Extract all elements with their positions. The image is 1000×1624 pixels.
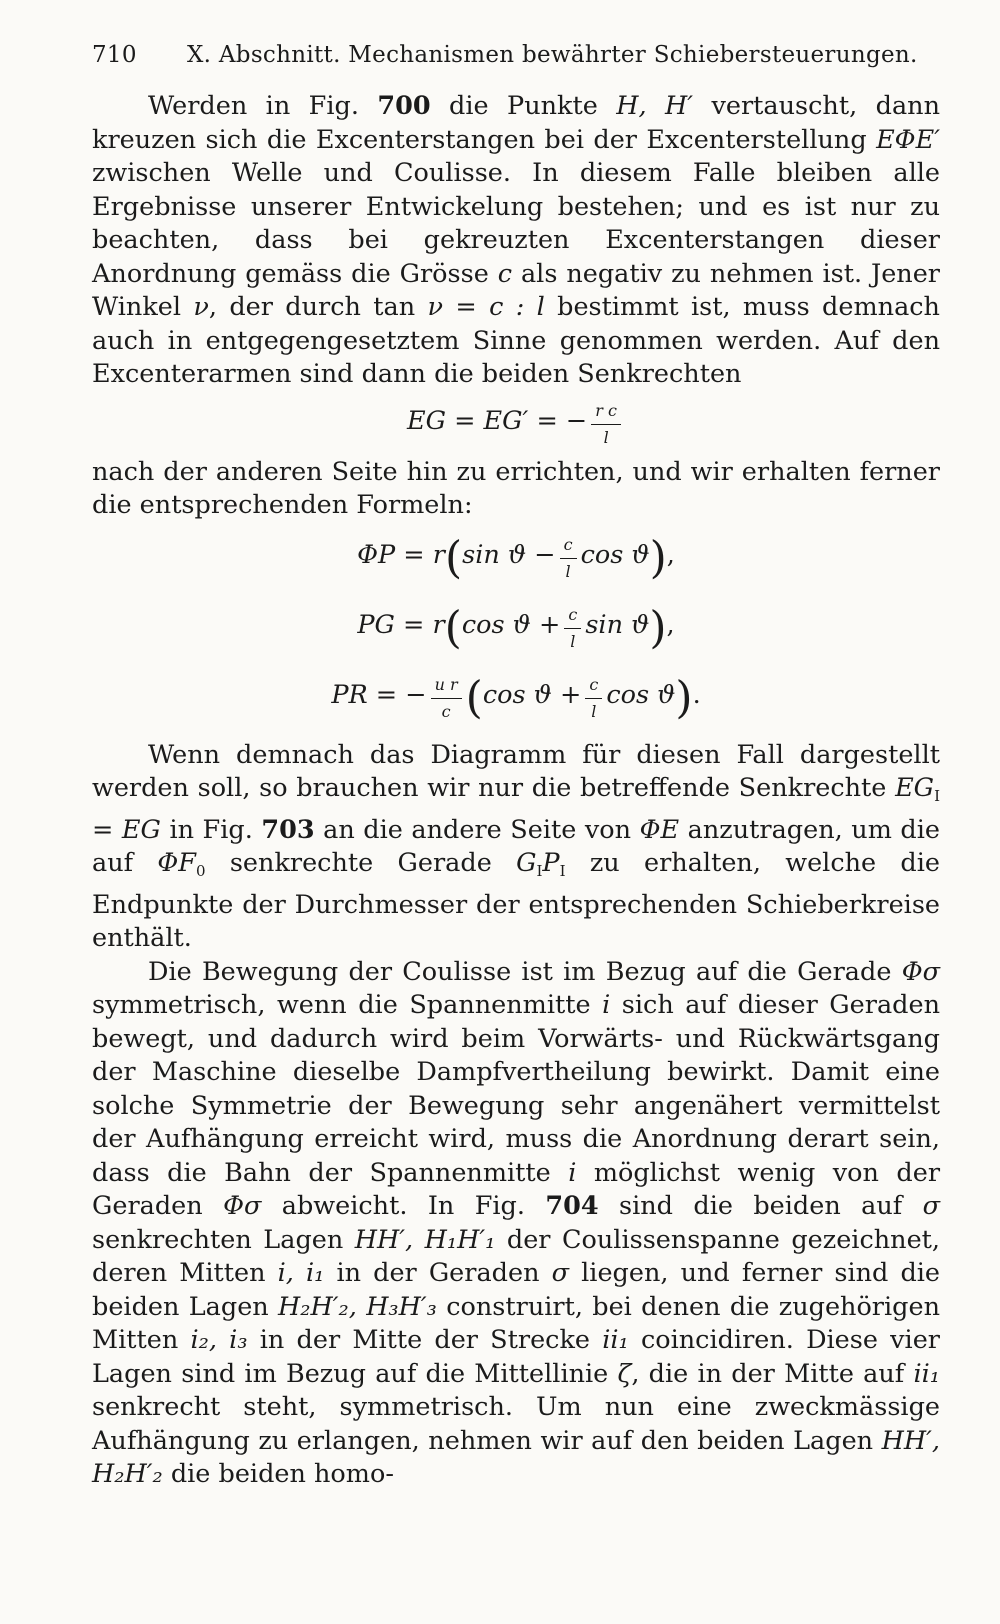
equation-1: EG = EG′ = − $\frac{\text{r c}}{l}$ <box>92 392 940 456</box>
running-title: X. Abschnitt. Mechanismen bewährter Schiebersteuerungen. <box>187 42 918 68</box>
paragraph-1: Werden in Fig. 700 die Punkte H, H′ vertauscht, dann kreuzen sich die Excenterstangen bei der Excenterstellung EΦE′ zwischen Welle und Coulisse. In diesem Falle bleiben alle Ergebnisse unserer Entwickelung bestehen; und es ist nur zu beachten, dass bei gekreuzten Excenterstangen dieser Anordnung gemäss die Grösse c als negativ zu nehmen ist. Jener Winkel ν, der durch tan ν = c : l bestimmt ist, muss demnach auch in entgegengesetztem Sinne genommen werden. Auf den Excenterarmen sind dann die beiden Senkrechten <box>92 91 941 389</box>
paragraph-4: Die Bewegung der Coulisse ist im Bezug auf die Gerade Φσ symmetrisch, wenn die Spannenmitte i sich auf dieser Geraden bewegt, und dadurch wird beim Vorwärts- und Rückwärtsgang der Maschine dieselbe Dampfvertheilung bewirkt. Damit eine solche Symmetrie der Bewegung sehr angenähert vermittelst der Aufhängung erreicht wird, muss die Anordnung derart sein, dass die Bahn der Spannenmitte i möglichst wenig von der Geraden Φσ abweicht. In Fig. 704 sind die beiden auf σ senkrechten Lagen HH′, H₁H′₁ der Coulissenspanne gezeichnet, deren Mitten i, i₁ in der Geraden σ liegen, und ferner sind die beiden Lagen H₂H′₂, H₃H′₃ construirt, bei denen die zugehörigen Mitten i₂, i₃ in der Mitte der Strecke ii₁ coincidiren. Diese vier Lagen sind im Bezug auf die Mittellinie ζ, die in der Mitte auf ii₁ senkrecht steht, symmetrisch. Um nun eine zweckmässige Aufhängung zu erlangen, nehmen wir auf den beiden Lagen HH′, H₂H′₂ die beiden homo- <box>92 956 941 1489</box>
page <box>92 30 940 1492</box>
paragraph-3: Wenn demnach das Diagramm für diesen Fall dargestellt werden soll, so brauchen wir nur die betreffende Senkrechte $EG_I$ = EG in Fig. 703 an die andere Seite von ΦE anzutragen, um die auf $\Phi F_0$ senkrechte Gerade $G_IP_I$ zu erhalten, welche die Endpunkte der Durchmesser der entsprechenden Schieberkreise enthält. <box>92 739 940 953</box>
equation-2: ΦP = r(sin ϑ − $\frac{c}{l}$ cos ϑ), <box>357 532 675 583</box>
equation-4: PR = − $\frac{\text{u r}}{c}$ (cos ϑ + $\frac{c}{l}$ cos ϑ). <box>331 672 701 723</box>
equation-3: PG = r(cos ϑ + $\frac{c}{l}$ sin ϑ), <box>357 602 675 653</box>
paragraph-2: nach der anderen Seite hin zu errichten, und wir erhalten ferner die entsprechenden Formeln: <box>92 456 940 520</box>
page-header <box>92 30 940 90</box>
page-number: 710 <box>92 42 137 68</box>
